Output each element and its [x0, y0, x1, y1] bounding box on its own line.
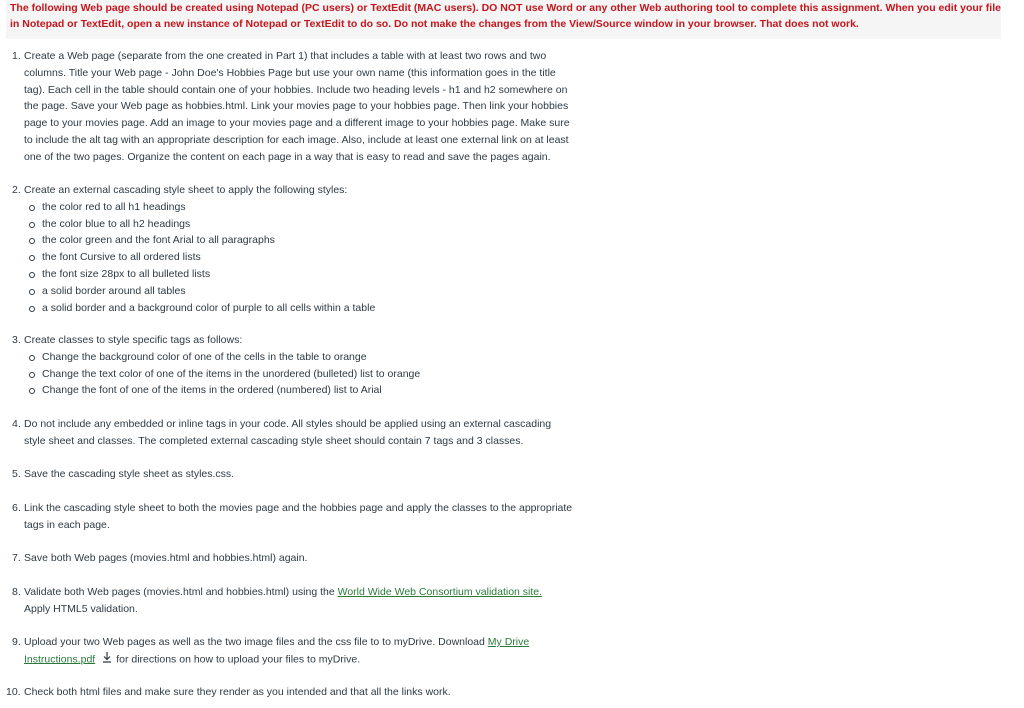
step-number: 1. [12, 50, 21, 62]
step-7 [12, 550, 624, 567]
step-text: to include the alt tag with an appropriate description for each image. Also, include at least one external link on at least [24, 133, 569, 146]
step-3 [12, 332, 624, 399]
step-number: 8. [12, 586, 21, 598]
step-text-line [24, 651, 624, 669]
step-4 [12, 416, 624, 450]
step-text: style sheet and classes. The completed external cascading style sheet should contain 7 tags and 3 classes. [24, 434, 524, 447]
warning-notice [6, 0, 1001, 39]
step-text: Do not include any embedded or inline tags in your code. All styles should be applied using an external cascading [24, 418, 552, 430]
step-9 [12, 634, 624, 669]
list-item: Change the background color of one of the cells in the table to orange [12, 349, 624, 366]
step-text: Save both Web pages (movies.html and hobbies.html) again. [24, 552, 308, 564]
w3c-validation-link[interactable]: World Wide Web Consortium validation site. [337, 586, 543, 598]
step-number: 7. [12, 552, 21, 564]
step-text: Create a Web page (separate from the one created in Part 1) that includes a table with at least two rows and two [24, 50, 547, 62]
step-text-line [24, 584, 624, 601]
step-number: 4. [12, 418, 21, 430]
step-number: 10. [6, 686, 21, 698]
step-intro: Create classes to style specific tags as follows: [24, 334, 243, 346]
step-text: Check both html files and make sure they render as you intended and that all the links work. [24, 686, 451, 698]
step-number: 5. [12, 468, 21, 480]
class-list [12, 349, 624, 399]
step-intro: Create an external cascading style sheet to apply the following styles: [24, 184, 348, 196]
step-6 [12, 500, 624, 534]
step-number: 3. [12, 334, 21, 346]
step-8 [12, 584, 624, 618]
step-number: 2. [12, 184, 21, 196]
list-item: the font Cursive to all ordered lists [12, 249, 624, 266]
list-item: a solid border around all tables [12, 283, 624, 300]
step-text: Upload your two Web pages as well as the two image files and the css file to to myDrive. Download [24, 636, 488, 648]
step-text: columns. Title your Web page - John Doe's Hobbies Page but use your own name (this information goes in the title [24, 66, 556, 79]
my-drive-instructions-link[interactable]: My Drive [487, 636, 530, 648]
step-text: Validate both Web pages (movies.html and hobbies.html) using the [24, 586, 338, 598]
step-text: page to your movies page. Add an image to your movies page and a different image to your hobbies page. Make sure [24, 117, 570, 130]
step-text: one of the two pages. Organize the content on each page in a way that is easy to read and save the pages again. [24, 150, 551, 163]
my-drive-instructions-link[interactable]: Instructions.pdf [24, 653, 96, 666]
step-text: for directions on how to upload your files to myDrive. [116, 653, 361, 666]
download-icon[interactable] [101, 651, 113, 669]
step-number: 9. [12, 636, 21, 648]
list-item: the font size 28px to all bulleted lists [12, 266, 624, 283]
step-2 [12, 182, 624, 316]
step-text: tag). Each cell in the table should contain one of your hobbies. Include two heading levels - h1 and h2 somewhere on [24, 83, 568, 96]
list-item: the color red to all h1 headings [12, 199, 624, 216]
list-item: Change the font of one of the items in the ordered (numbered) list to Arial [12, 382, 624, 399]
step-text: Apply HTML5 validation. [24, 602, 138, 615]
list-item: a solid border and a background color of purple to all cells within a table [12, 300, 624, 317]
step-5 [12, 466, 624, 483]
step-text: Save the cascading style sheet as styles.css. [24, 468, 235, 480]
notice-line-1: The following Web page should be created using Notepad (PC users) or TextEdit (MAC users). DO NOT use Word or any other Web authoring tool to complete this assignment. When you edit your file [10, 2, 1001, 14]
step-text-line [24, 634, 624, 651]
step-number: 6. [12, 502, 21, 514]
notice-line-2: in Notepad or TextEdit, open a new instance of Notepad or TextEdit to do so. Do not make the changes from the View/Source window in your browser. That does not work. [10, 18, 859, 30]
step-text: the page. Save your Web page as hobbies.html. Link your movies page to your hobbies page. Then link your hobbies [24, 100, 569, 113]
step-text: Link the cascading style sheet to both the movies page and the hobbies page and apply the classes to the appropriate [24, 502, 573, 514]
step-1 [12, 48, 624, 166]
list-item: Change the text color of one of the items in the unordered (bulleted) list to orange [12, 366, 624, 383]
list-item: the color blue to all h2 headings [12, 216, 624, 233]
list-item: the color green and the font Arial to all paragraphs [12, 232, 624, 249]
step-text: tags in each page. [24, 518, 110, 531]
step-10 [6, 684, 624, 701]
style-list [12, 199, 624, 317]
